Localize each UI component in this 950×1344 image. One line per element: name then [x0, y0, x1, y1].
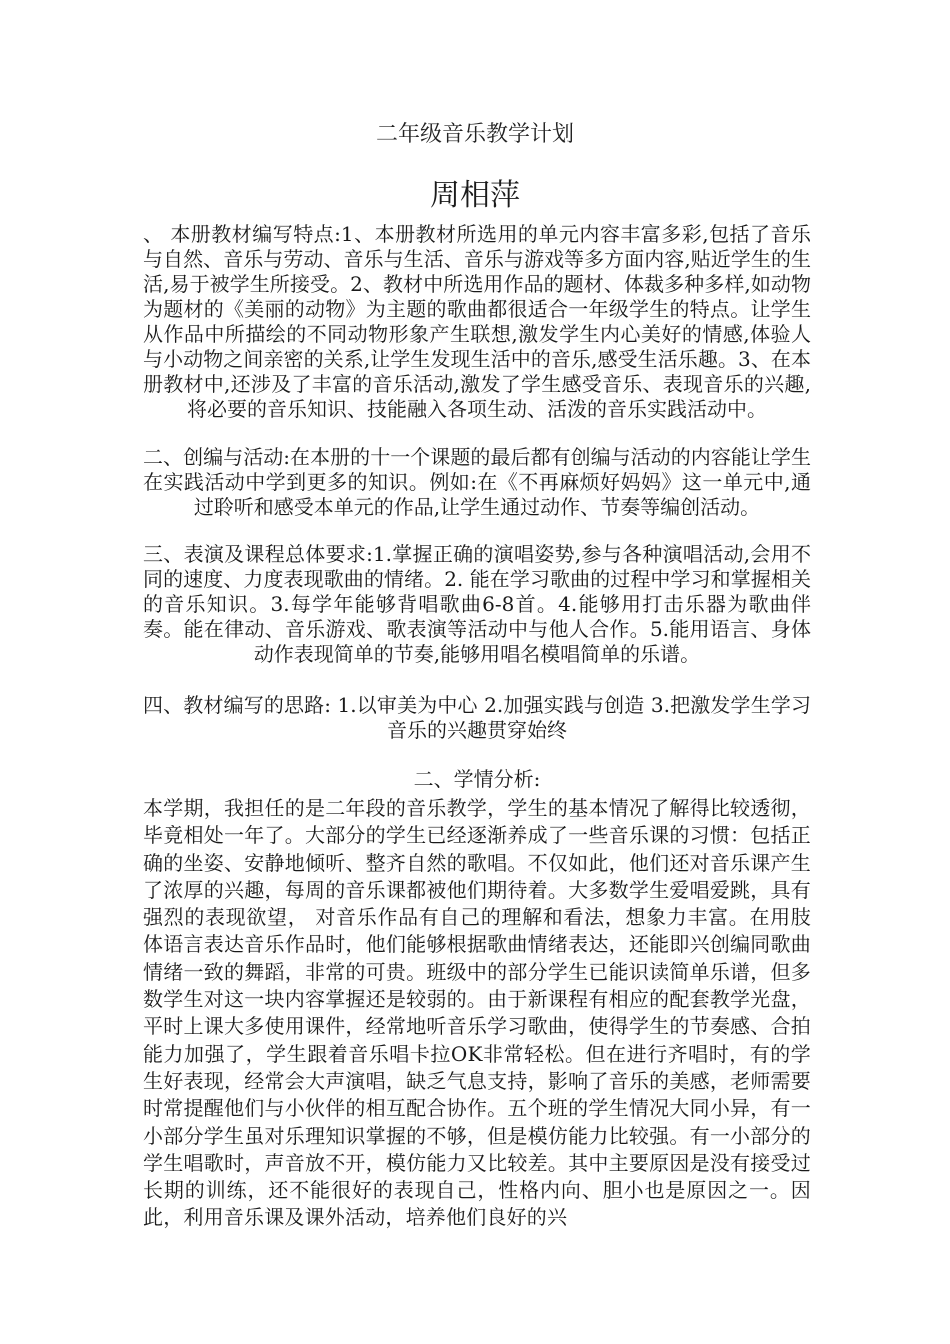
document-author: 周相萍 [430, 178, 520, 213]
paragraph: 本学期，我担任的是二年段的音乐教学，学生的基本情况了解得比较透彻，毕竟相处一年了。大部分的学生已经逐渐养成了一些音乐课的习惯：包括正确的坐姿、安静地倾听、整齐自然的歌唱。不仅如此，他们还对音乐课产生了浓厚的兴趣，每周的音乐课都被他们期待着。大多数学生爱唱爱跳，具有强烈的表现欲望， 对音乐作品有自己的理解和看法，想象力丰富。在用肢体语言表达音乐作品时，他们能够根据歌曲情绪表达，还能即兴创编同歌曲情绪一致的舞蹈，非常的可贵。班级中的部分学生已能识读简单乐谱，但多数学生对这一块内容掌握还是较弱的。由于新课程有相应的配套教学光盘，平时上课大多使用课件，经常地听音乐学习歌曲，使得学生的节奏感、合拍能力加强了，学生跟着音乐唱卡拉OK非常轻松。但在进行齐唱时，有的学生好表现，经常会大声演唱，缺乏气息支持，影响了音乐的美感，老师需要时常提醒他们与小伙伴的相互配合协作。五个班的学生情况大同小异，有一小部分学生虽对乐理知识掌握的不够，但是模仿能力比较强。有一小部分的学生唱歌时，声音放不开，模仿能力又比较差。其中主要原因是没有接受过长期的训练，还不能很好的表现自己，性格内向、胆小也是原因之一。因此，利用音乐课及课外活动，培养他们良好的兴 [143, 796, 811, 1230]
paragraph: 、 本册教材编写特点:1、本册教材所选用的单元内容丰富多彩,包括了音乐与自然、音乐与劳动、音乐与生活、音乐与游戏等多方面内容,贴近学生的生活,易于被学生所接受。2、教材中所选用作品的题材、体裁多种多样,如动物为题材的《美丽的动物》为主题的歌曲都很适合一年级学生的特点。让学生从作品中所描绘的不同动物形象产生联想,激发学生内心美好的情感,体验人与小动物之间亲密的关系,让学生发现生活中的音乐,感受生活乐趣。3、在本册教材中,还涉及了丰富的音乐活动,激发了学生感受音乐、表现音乐的兴趣,将必要的音乐知识、技能融入各项生动、活泼的音乐实践活动中。 [143, 222, 811, 421]
section-heading-analysis [143, 767, 811, 792]
section-creation-activity [143, 445, 811, 520]
section-textbook-approach [143, 693, 811, 743]
paragraph: 二、创编与活动:在本册的十一个课题的最后都有创编与活动的内容能让学生在实践活动中学到更多的知识。例如:在《不再麻烦好妈妈》这一单元中,通过聆听和感受本单元的作品,让学生通过动作、节奏等编创活动。 [143, 445, 811, 519]
paragraph: 三、表演及课程总体要求:1.掌握正确的演唱姿势,参与各种演唱活动,会用不同的速度、力度表现歌曲的情绪。2. 能在学习歌曲的过程中学习和掌握相关的音乐知识。3.每学年能够背唱歌曲6-8首。4.能够用打击乐器为歌曲伴奏。能在律动、音乐游戏、歌表演等活动中与他人合作。5.能用语言、身体动作表现简单的节奏,能够用唱名模唱简单的乐谱。 [143, 542, 811, 666]
paragraph: 四、教材编写的思路: 1.以审美为中心 2.加强实践与创造 3.把激发学生学习音乐的兴趣贯穿始终 [143, 693, 811, 742]
section-textbook-features [143, 222, 811, 422]
section-heading: 二、学情分析: [413, 767, 541, 791]
section-performance-requirements [143, 542, 811, 667]
section-student-analysis [143, 795, 811, 1232]
document-title: 二年级音乐教学计划 [375, 122, 574, 147]
